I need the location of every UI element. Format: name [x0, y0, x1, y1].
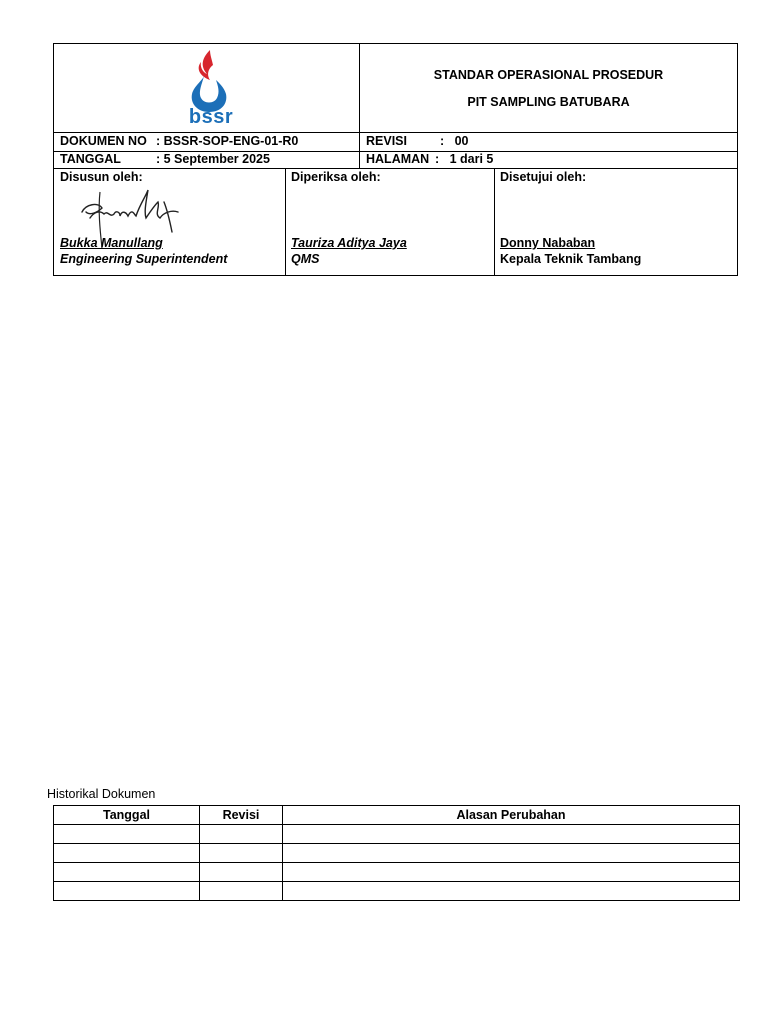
approved-by-name: Donny Nababan [500, 236, 596, 250]
tanggal-value: : 5 September 2025 [156, 152, 270, 166]
company-logo [180, 48, 242, 130]
table-row [54, 863, 740, 882]
history-table [53, 805, 740, 901]
table-cell [54, 844, 200, 863]
halaman-label: HALAMAN [366, 152, 430, 166]
column-header-tanggal: Tanggal [54, 806, 200, 825]
history-header-row [54, 806, 740, 825]
table-row [54, 825, 740, 844]
checked-by-role: QMS [291, 252, 320, 266]
approved-by-label: Disetujui oleh: [500, 170, 587, 184]
table-cell [283, 825, 740, 844]
logo-text: bssr [188, 106, 234, 128]
table-cell [200, 882, 283, 901]
prepared-by-label: Disusun oleh: [60, 170, 143, 184]
revisi-label: REVISI [366, 134, 407, 148]
prepared-by-name: Bukka Manullang [60, 236, 163, 250]
checked-by-name: Tauriza Aditya Jaya [291, 236, 407, 250]
table-row [54, 882, 740, 901]
table-cell [200, 825, 283, 844]
table-cell [283, 863, 740, 882]
tanggal-label: TANGGAL [60, 152, 121, 166]
column-header-alasan: Alasan Perubahan [283, 806, 740, 825]
table-cell [54, 863, 200, 882]
document-title: STANDAR OPERASIONAL PROSEDUR [433, 68, 664, 82]
column-header-revisi: Revisi [200, 806, 283, 825]
checked-by-label: Diperiksa oleh: [291, 170, 381, 184]
halaman-value: : 1 dari 5 [435, 152, 494, 166]
table-cell [200, 863, 283, 882]
revisi-value: : 00 [440, 134, 469, 148]
table-cell [283, 882, 740, 901]
table-cell [54, 882, 200, 901]
doc-no-label: DOKUMEN NO [60, 134, 147, 148]
doc-no-value: : BSSR-SOP-ENG-01-R0 [156, 134, 299, 148]
history-title: Historikal Dokumen [47, 787, 156, 801]
table-cell [200, 844, 283, 863]
document-header [53, 43, 738, 276]
prepared-by-role: Engineering Superintendent [60, 252, 228, 266]
document-subtitle: PIT SAMPLING BATUBARA [467, 95, 630, 109]
table-row [54, 844, 740, 863]
approved-by-role: Kepala Teknik Tambang [500, 252, 642, 266]
table-cell [54, 825, 200, 844]
table-cell [283, 844, 740, 863]
